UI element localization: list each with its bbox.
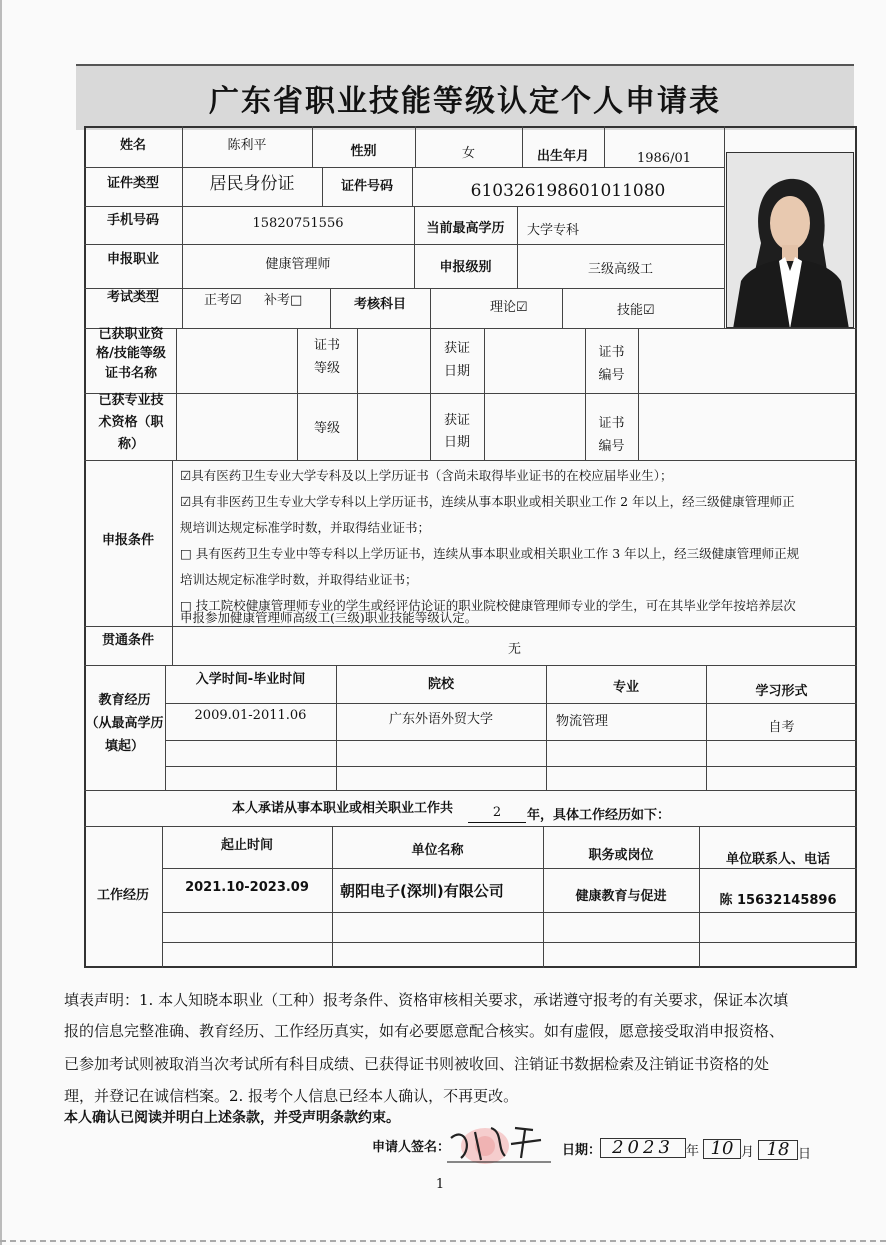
declaration-line-3: 已参加考试则被取消当次考试所有科目成绩、已获得证书则被收回、注销证书数据检索及注销证书资格的处 bbox=[64, 1055, 770, 1073]
date-label: 日期： bbox=[562, 1143, 602, 1158]
condition-line-2: ☑具有非医药卫生专业大学专科以上学历证书，连续从事本职业或相关职业工作 2 年以上，经三级健康管理师正 bbox=[180, 494, 795, 509]
cert-row2-grade: 等级 bbox=[313, 421, 340, 436]
education-header-major: 专业 bbox=[612, 680, 639, 695]
cert-row2-date-line2: 日期 bbox=[443, 435, 470, 450]
cert-number-line2: 编号 bbox=[598, 368, 625, 383]
condition-line-3: 规培训达规定标准学时数，并取得结业证书； bbox=[180, 520, 431, 535]
occupation-value: 健康管理师 bbox=[265, 257, 331, 272]
id-number-label: 证件号码 bbox=[340, 179, 393, 194]
education-header-school: 院校 bbox=[427, 677, 454, 692]
gender-value: 女 bbox=[461, 146, 475, 161]
commitment-years: 2 bbox=[468, 804, 526, 823]
id-type-value: 居民身份证 bbox=[209, 174, 295, 194]
cert-row2-label-line3: 称） bbox=[117, 437, 144, 452]
education-section-label-line2: （从最高学历 bbox=[85, 716, 164, 731]
education-row-mode: 自考 bbox=[768, 720, 795, 735]
page-cut-line bbox=[0, 1240, 886, 1242]
condition-line-6: □ 技工院校健康管理师专业的学生或经评估论证的职业院校健康管理师专业的学生，可在其毕业学年按培养层次 bbox=[180, 598, 796, 613]
education-header-period: 入学时间-毕业时间 bbox=[195, 672, 306, 687]
commitment-prefix: 本人承诺从事本职业或相关职业工作共 bbox=[232, 801, 454, 816]
education-row-period: 2009.01-2011.06 bbox=[194, 708, 307, 723]
education-section-label-line1: 教育经历 bbox=[98, 693, 151, 708]
work-header-company: 单位名称 bbox=[411, 843, 464, 858]
exam-makeup-option: 补考□ bbox=[264, 293, 303, 308]
id-type-label: 证件类型 bbox=[106, 176, 159, 191]
education-header-mode: 学习形式 bbox=[755, 684, 808, 699]
occupation-label: 申报职业 bbox=[106, 252, 159, 267]
education-section-label-line3: 填起） bbox=[104, 739, 144, 754]
date-month: 10 bbox=[703, 1139, 741, 1159]
work-header-period: 起止时间 bbox=[220, 838, 273, 853]
through-value: 无 bbox=[507, 642, 521, 657]
date-month-unit: 月 bbox=[741, 1145, 755, 1160]
person-silhouette-icon bbox=[727, 153, 854, 328]
handwritten-signature bbox=[445, 1118, 555, 1166]
date-day: 18 bbox=[758, 1140, 798, 1160]
condition-line-7: 申报参加健康管理师高级工(三级)职业技能等级认定。 bbox=[180, 610, 478, 625]
level-label: 申报级别 bbox=[439, 260, 492, 275]
work-header-contact: 单位联系人、电话 bbox=[725, 852, 830, 867]
exam-type-label: 考试类型 bbox=[106, 290, 159, 305]
declaration-line-1: 填表声明：1. 本人知晓本职业（工种）报考条件、资格审核相关要求，承诺遵守报考的有关要求，保证本次填 bbox=[64, 991, 789, 1009]
condition-line-5: 培训达规定标准学时数，并取得结业证书； bbox=[180, 572, 418, 587]
declaration-line-2: 报的信息完整准确、教育经历、工作经历真实，如有必要愿意配合核实。如有虚假，愿意接受取消申报资格、 bbox=[64, 1022, 785, 1040]
declaration-confirm: 本人确认已阅读并明白上述条款，并受声明条款约束。 bbox=[64, 1110, 400, 1126]
phone-value: 15820751556 bbox=[252, 216, 344, 231]
name-value: 陈利平 bbox=[227, 138, 267, 153]
form-title: 广东省职业技能等级认定个人申请表 bbox=[76, 64, 854, 130]
conditions-label: 申报条件 bbox=[101, 533, 154, 548]
education-label: 当前最高学历 bbox=[426, 221, 505, 236]
exam-normal-option: 正考☑ bbox=[204, 293, 242, 308]
work-row-period: 2021.10-2023.09 bbox=[185, 880, 309, 895]
cert-row2-number-line2: 编号 bbox=[598, 439, 625, 454]
through-label: 贯通条件 bbox=[101, 633, 154, 648]
cert-row1-label-line1: 已获职业资 bbox=[98, 327, 164, 342]
birth-value: 1986/01 bbox=[636, 151, 691, 166]
date-year-unit: 年 bbox=[686, 1144, 700, 1159]
subject-skill-option: 技能☑ bbox=[617, 303, 655, 318]
work-row-position: 健康教育与促进 bbox=[575, 889, 667, 904]
name-label: 姓名 bbox=[119, 138, 146, 153]
work-header-position: 职务或岗位 bbox=[588, 848, 654, 863]
cert-grade-line2: 等级 bbox=[313, 361, 340, 376]
subject-label: 考核科目 bbox=[353, 297, 406, 312]
cert-row2-number-line1: 证书 bbox=[598, 416, 625, 431]
education-row-school: 广东外语外贸大学 bbox=[388, 712, 493, 727]
cert-row2-label-line2: 术资格（职 bbox=[98, 415, 164, 430]
cert-date-line1: 获证 bbox=[443, 341, 470, 356]
condition-line-4: □ 具有医药卫生专业中等专科以上学历证书，连续从事本职业或相关职业工作 3 年以上，经三级健康管理师正规 bbox=[180, 546, 800, 561]
id-number-value: 610326198601011080 bbox=[470, 181, 666, 201]
birth-label: 出生年月 bbox=[536, 149, 589, 164]
phone-label: 手机号码 bbox=[106, 213, 159, 228]
work-section-label: 工作经历 bbox=[96, 888, 149, 903]
education-row-major: 物流管理 bbox=[556, 714, 609, 729]
gender-label: 性别 bbox=[350, 144, 377, 159]
cert-row2-date-line1: 获证 bbox=[443, 413, 470, 428]
level-value: 三级高级工 bbox=[587, 262, 653, 277]
sign-label: 申请人签名： bbox=[372, 1140, 451, 1155]
work-row-company: 朝阳电子(深圳)有限公司 bbox=[340, 882, 504, 900]
declaration-line-4: 理，并登记在诚信档案。2. 报考个人信息已经本人确认，不再更改。 bbox=[64, 1087, 519, 1105]
page-number: 1 bbox=[435, 1177, 445, 1192]
cert-row2-label-line1: 已获专业技 bbox=[98, 393, 164, 408]
condition-line-1: ☑具有医药卫生专业大学专科及以上学历证书（含尚未取得毕业证书的在校应届毕业生）； bbox=[180, 468, 673, 483]
cert-number-line1: 证书 bbox=[598, 345, 625, 360]
subject-theory-option: 理论☑ bbox=[490, 300, 528, 315]
education-value: 大学专科 bbox=[527, 223, 580, 238]
cert-date-line2: 日期 bbox=[443, 364, 470, 379]
date-year: 2023 bbox=[600, 1138, 686, 1158]
work-row-contact: 陈 15632145896 bbox=[719, 893, 837, 908]
cert-row1-label-line3: 证书名称 bbox=[104, 366, 157, 381]
cert-grade-line1: 证书 bbox=[313, 338, 340, 353]
cert-row1-label-line2: 格/技能等级 bbox=[96, 346, 166, 361]
commitment-suffix: 年，具体工作经历如下： bbox=[527, 808, 671, 823]
date-day-unit: 日 bbox=[798, 1147, 812, 1162]
scan-edge bbox=[0, 0, 2, 1245]
applicant-photo bbox=[726, 152, 854, 328]
